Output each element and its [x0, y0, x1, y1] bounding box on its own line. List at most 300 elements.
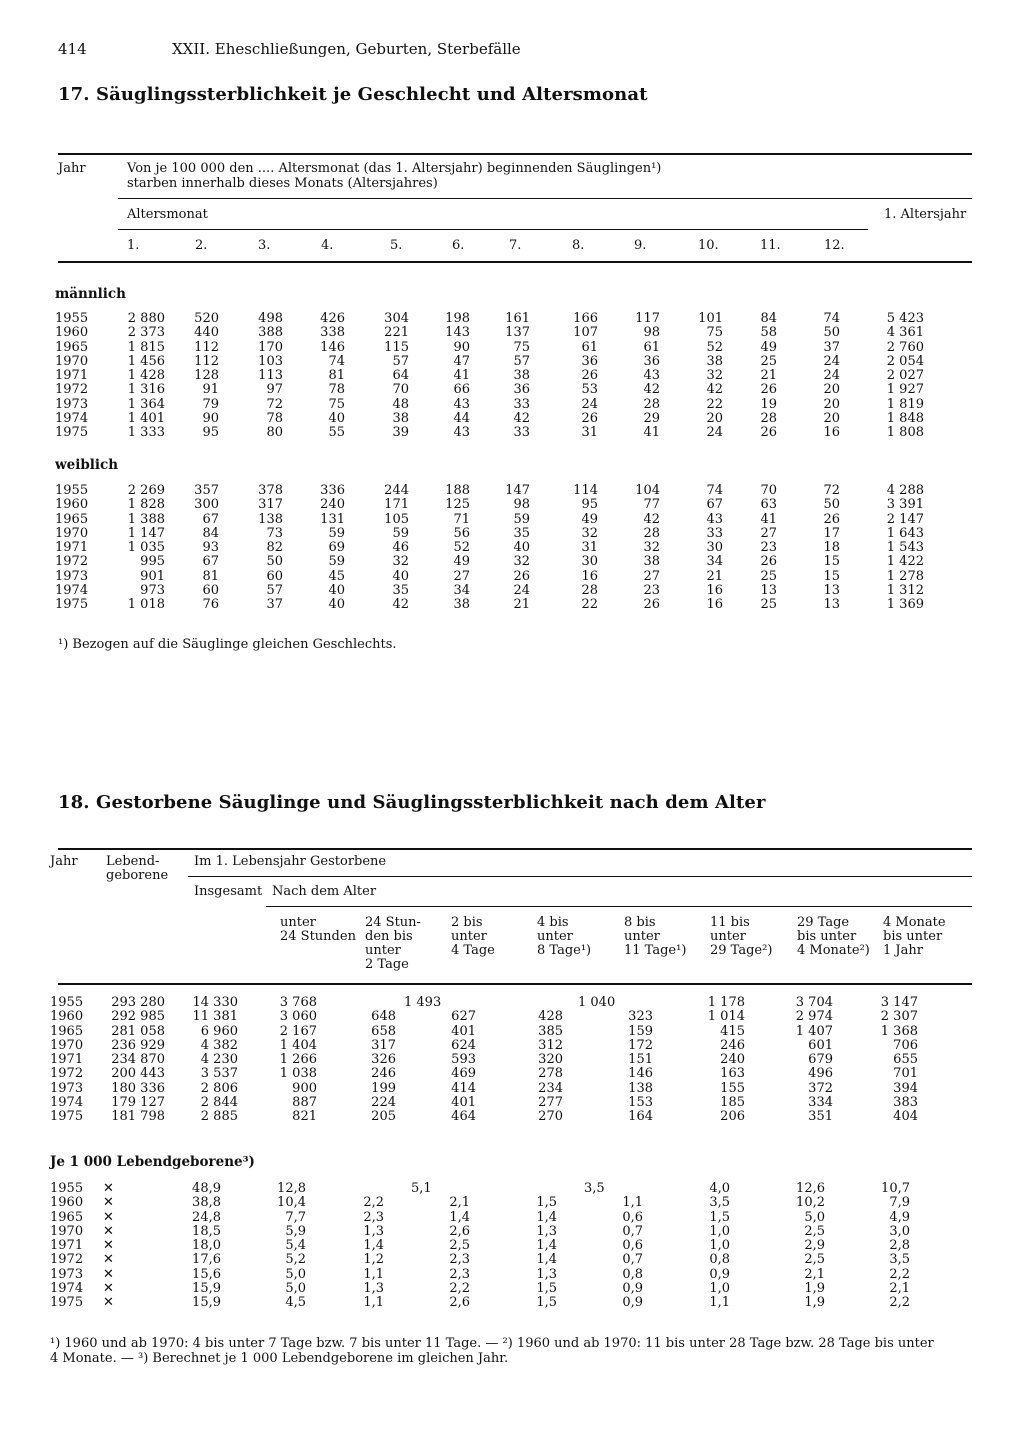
table-cell: 33: [706, 525, 723, 541]
table-cell: 29: [643, 411, 660, 427]
table-cell: 0,6: [622, 1238, 643, 1254]
table-cell: 995: [140, 554, 165, 570]
age-header: 1 Jahr: [883, 943, 923, 958]
table-cell: 2,2: [889, 1295, 910, 1311]
table-cell: 17: [823, 525, 840, 541]
age-header: 2 Tage: [365, 957, 409, 972]
cross-mark-icon: ✕: [103, 1252, 114, 1268]
table-cell: 246: [720, 1037, 745, 1053]
rate-value-column: [410, 1182, 470, 1311]
table-cell: 2 054: [886, 353, 924, 369]
month-header: 5.: [390, 238, 403, 253]
table-cell: 78: [328, 382, 345, 398]
table-cell: 1955: [50, 995, 84, 1010]
female-value-column: [590, 484, 660, 613]
table-cell: 1974: [55, 411, 89, 427]
table-cell: 317: [371, 1037, 396, 1053]
table-cell: 5,0: [285, 1281, 306, 1297]
age-header: 4 Monate: [883, 915, 946, 930]
table-cell: 1 147: [127, 525, 165, 541]
table-cell: 292 985: [111, 1009, 165, 1025]
table-cell: 53: [581, 382, 598, 398]
table-cell: 1,3: [363, 1281, 384, 1297]
table-cell: 171: [384, 497, 409, 513]
table-cell: 81: [202, 568, 219, 584]
merged-value-1955: 1 493: [404, 995, 442, 1010]
table-cell: 40: [513, 540, 530, 556]
table-cell: 93: [202, 540, 219, 556]
table-cell: 312: [538, 1037, 563, 1053]
table-cell: 55: [328, 425, 345, 441]
male-value-column: [528, 312, 598, 441]
age-header: 24 Stunden: [280, 929, 356, 944]
table-cell: 35: [392, 583, 409, 599]
table-cell: 658: [371, 1023, 396, 1039]
rate-value-column: [497, 1182, 557, 1311]
table-cell: 10,4: [277, 1195, 306, 1211]
table-cell: 1 456: [127, 353, 165, 369]
table-cell: 36: [643, 353, 660, 369]
table-cell: 1,1: [709, 1295, 730, 1311]
table-cell: 57: [513, 353, 530, 369]
table-cell: 74: [328, 353, 345, 369]
table-cell: 1975: [50, 1295, 84, 1311]
table-cell: 3,5: [889, 1252, 910, 1268]
table-cell: 25: [760, 568, 777, 584]
table18-rule-2: [188, 876, 972, 877]
table-cell: 2 844: [200, 1095, 238, 1111]
table-cell: 973: [140, 583, 165, 599]
table-cell: 1973: [55, 396, 89, 412]
table-cell: 0,9: [622, 1281, 643, 1297]
table-cell: 1955: [55, 311, 89, 326]
table-cell: 146: [320, 339, 345, 355]
table-cell: 20: [823, 411, 840, 427]
age-header: den bis: [365, 929, 413, 944]
table-cell: 1 316: [127, 382, 165, 398]
table-cell: 1 364: [127, 396, 165, 412]
table18-insgesamt-header: Insgesamt: [194, 884, 263, 899]
table-cell: 2,2: [889, 1266, 910, 1282]
table-cell: 1 407: [795, 1023, 833, 1039]
table-cell: 234: [538, 1080, 563, 1096]
absolute-value-column: [237, 996, 317, 1125]
table-cell: 164: [628, 1109, 653, 1125]
table18-lebend-header-1: Lebend-: [106, 854, 160, 869]
table-cell: 1960: [55, 497, 89, 513]
table-cell: 401: [451, 1023, 476, 1039]
female-value-column: [149, 484, 219, 613]
table-cell: 170: [258, 339, 283, 355]
table-cell: 23: [643, 583, 660, 599]
female-value-column: [213, 484, 283, 613]
table-cell: 246: [371, 1066, 396, 1082]
table-cell: 1975: [55, 597, 89, 613]
table-cell: 2,2: [363, 1195, 384, 1211]
table-cell: 52: [453, 540, 470, 556]
table-cell: 2,3: [449, 1252, 470, 1268]
table-cell: 113: [258, 368, 283, 384]
table-cell: 14 330: [192, 995, 238, 1010]
table-cell: 22: [706, 396, 723, 412]
table17-male-label: männlich: [55, 286, 126, 302]
table-cell: 16: [706, 583, 723, 599]
table-cell: 1 035: [127, 540, 165, 556]
table-cell: 2 373: [127, 325, 165, 341]
table-cell: 1 422: [886, 554, 924, 570]
table-cell: 63: [760, 497, 777, 513]
table-cell: 1972: [50, 1252, 84, 1268]
table-cell: 5 423: [886, 311, 924, 326]
table-cell: 234 870: [111, 1052, 165, 1068]
table-cell: 2,5: [804, 1252, 825, 1268]
table-cell: 326: [371, 1052, 396, 1068]
table-cell: 1970: [55, 525, 89, 541]
table-cell: 25: [760, 597, 777, 613]
table-cell: 101: [698, 311, 723, 326]
female-value-column: [707, 484, 777, 613]
table-cell: 26: [513, 568, 530, 584]
male-value-column: [854, 312, 924, 441]
table-cell: 12,6: [796, 1181, 825, 1196]
table-cell: 49: [581, 511, 598, 527]
table-cell: 32: [513, 554, 530, 570]
table-cell: 137: [505, 325, 530, 341]
table-cell: 351: [808, 1109, 833, 1125]
table-cell: 323: [628, 1009, 653, 1025]
table-cell: 278: [538, 1066, 563, 1082]
table-cell: 0,9: [622, 1295, 643, 1311]
rate-value-column: [670, 1182, 730, 1311]
table-cell: 221: [384, 325, 409, 341]
table-cell: 1,0: [709, 1238, 730, 1254]
table-cell: 38: [392, 411, 409, 427]
table-cell: 105: [384, 511, 409, 527]
table-cell: 1965: [55, 511, 89, 527]
table-cell: 887: [292, 1095, 317, 1111]
age-header: unter: [537, 929, 573, 944]
table-cell: 71: [453, 511, 470, 527]
table-cell: 104: [635, 483, 660, 498]
table-cell: 23: [760, 540, 777, 556]
table-cell: 1,9: [804, 1281, 825, 1297]
table-cell: 498: [258, 311, 283, 326]
table-cell: 1970: [50, 1037, 84, 1053]
table-cell: 112: [194, 353, 219, 369]
table-cell: 27: [453, 568, 470, 584]
table-cell: 179 127: [111, 1095, 165, 1111]
table-cell: 383: [893, 1095, 918, 1111]
table17-top-rule: [58, 153, 972, 155]
table-cell: 394: [893, 1080, 918, 1096]
table-cell: 20: [823, 382, 840, 398]
table-cell: 61: [581, 339, 598, 355]
table-cell: 61: [643, 339, 660, 355]
table-cell: 155: [720, 1080, 745, 1096]
age-header: bis unter: [797, 929, 857, 944]
table-cell: 1,0: [709, 1223, 730, 1239]
table-cell: 43: [706, 511, 723, 527]
table-cell: 1970: [50, 1223, 84, 1239]
male-value-column: [707, 312, 777, 441]
rate-value-column: [583, 1182, 643, 1311]
table-cell: 1 333: [127, 425, 165, 441]
table-cell: 18,5: [192, 1223, 221, 1239]
table-cell: 98: [643, 325, 660, 341]
table-cell: 901: [140, 568, 165, 584]
table-cell: 1,4: [363, 1238, 384, 1254]
table-cell: 60: [202, 583, 219, 599]
male-value-column: [460, 312, 530, 441]
table-cell: 300: [194, 497, 219, 513]
page-number: 414: [58, 40, 87, 58]
table-cell: 4 230: [200, 1052, 238, 1068]
table-cell: 4,9: [889, 1209, 910, 1225]
absolute-value-column: [85, 996, 165, 1125]
table-cell: 2,3: [449, 1266, 470, 1282]
table-cell: 32: [581, 525, 598, 541]
table-cell: 1,3: [536, 1223, 557, 1239]
table-cell: 334: [808, 1095, 833, 1111]
table-cell: 357: [194, 483, 219, 498]
table-cell: 0,9: [709, 1266, 730, 1282]
table-cell: 75: [328, 396, 345, 412]
table-cell: 15,6: [192, 1266, 221, 1282]
table-cell: 593: [451, 1052, 476, 1068]
table-cell: 37: [823, 339, 840, 355]
table18-lebend-header-2: geborene: [106, 868, 169, 883]
table-cell: 49: [760, 339, 777, 355]
absolute-value-column: [665, 996, 745, 1125]
table17-altersjahr-header: 1. Altersjahr: [884, 207, 967, 222]
table-cell: 27: [760, 525, 777, 541]
table-cell: 2,6: [449, 1295, 470, 1311]
table-cell: 75: [513, 339, 530, 355]
table-cell: 469: [451, 1066, 476, 1082]
female-value-column: [528, 484, 598, 613]
table-cell: 28: [643, 525, 660, 541]
table-cell: 64: [392, 368, 409, 384]
female-value-column: [460, 484, 530, 613]
month-header: 11.: [760, 238, 781, 253]
table-cell: 426: [320, 311, 345, 326]
table-cell: 336: [320, 483, 345, 498]
table-cell: 1 401: [127, 411, 165, 427]
table-cell: 40: [328, 583, 345, 599]
table-cell: 1 808: [886, 425, 924, 441]
table-cell: 26: [643, 597, 660, 613]
month-header: 1.: [127, 238, 140, 253]
table-cell: 1 312: [886, 583, 924, 599]
table-cell: 270: [538, 1109, 563, 1125]
table-cell: 91: [202, 382, 219, 398]
table-cell: 1 819: [886, 396, 924, 412]
table-cell: 35: [513, 525, 530, 541]
table-cell: 125: [445, 497, 470, 513]
table-cell: 37: [266, 597, 283, 613]
table-cell: 1,5: [709, 1209, 730, 1225]
table-cell: 3 147: [880, 995, 918, 1010]
table-cell: 32: [392, 554, 409, 570]
female-value-column: [339, 484, 409, 613]
table-cell: 5,9: [285, 1223, 306, 1239]
table-cell: 1974: [50, 1095, 84, 1111]
table-cell: 84: [202, 525, 219, 541]
table-cell: 1960: [50, 1009, 84, 1025]
table-cell: 115: [384, 339, 409, 355]
table-cell: 57: [392, 353, 409, 369]
table-cell: 1,9: [804, 1295, 825, 1311]
table-cell: 159: [628, 1023, 653, 1039]
table-cell: 10,2: [796, 1195, 825, 1211]
table-cell: 4,0: [709, 1181, 730, 1196]
table-cell: 200 443: [111, 1066, 165, 1082]
table-cell: 24: [823, 368, 840, 384]
table-cell: 338: [320, 325, 345, 341]
table-cell: 1971: [50, 1052, 84, 1068]
table-cell: 24: [513, 583, 530, 599]
table-cell: 1975: [55, 425, 89, 441]
age-header: 8 bis: [624, 915, 656, 930]
table-cell: 19: [760, 396, 777, 412]
table-cell: 1975: [50, 1109, 84, 1125]
rate-value-column: [850, 1182, 910, 1311]
table-cell: 188: [445, 483, 470, 498]
table-cell: 2 760: [886, 339, 924, 355]
table-cell: 82: [266, 540, 283, 556]
table-cell: 76: [202, 597, 219, 613]
month-header: 10.: [698, 238, 719, 253]
table-cell: 13: [823, 583, 840, 599]
table-cell: 67: [706, 497, 723, 513]
table-cell: 236 929: [111, 1037, 165, 1053]
table-cell: [324, 1182, 384, 1196]
table-cell: 1 643: [886, 525, 924, 541]
table-cell: 1965: [50, 1209, 84, 1225]
table-cell: 1973: [50, 1080, 84, 1096]
table-cell: 24: [823, 353, 840, 369]
table-cell: 706: [893, 1037, 918, 1053]
table-cell: 31: [581, 425, 598, 441]
table18-title: 18. Gestorbene Säuglinge und Säuglingssterblichkeit nach dem Alter: [58, 792, 766, 813]
table-cell: 43: [453, 425, 470, 441]
table-cell: 821: [292, 1109, 317, 1125]
table-cell: 36: [581, 353, 598, 369]
table-cell: 244: [384, 483, 409, 498]
age-header: unter: [710, 929, 746, 944]
table-cell: 655: [893, 1052, 918, 1068]
male-value-column: [213, 312, 283, 441]
table-cell: 1970: [55, 353, 89, 369]
table18-rate-section-label: Je 1 000 Lebendgeborene³): [50, 1154, 255, 1170]
table-cell: 42: [643, 382, 660, 398]
table-cell: 181 798: [111, 1109, 165, 1125]
table-cell: 1955: [55, 483, 89, 498]
table-cell: 2,1: [449, 1195, 470, 1211]
table-cell: 24: [706, 425, 723, 441]
table-cell: 1965: [55, 339, 89, 355]
age-header: 11 bis: [710, 915, 750, 930]
table17-title: 17. Säuglingssterblichkeit je Geschlecht und Altersmonat: [58, 84, 648, 105]
table-cell: 72: [266, 396, 283, 412]
month-header: 12.: [824, 238, 845, 253]
table-cell: 1973: [55, 568, 89, 584]
table-cell: 1972: [55, 554, 89, 570]
table-cell: 1 404: [279, 1037, 317, 1053]
age-header: unter: [365, 943, 401, 958]
rate-value-column: [765, 1182, 825, 1311]
table-cell: 117: [635, 311, 660, 326]
table-cell: 0,8: [622, 1266, 643, 1282]
table18-footnote-line1: ¹) 1960 und ab 1970: 4 bis unter 7 Tage bzw. 7 bis unter 11 Tage. — ²) 1960 und ab 1970: 11 bis unter 28 Tage bzw. 28 Tage bis unter: [50, 1336, 934, 1351]
table-cell: 41: [643, 425, 660, 441]
table-cell: 44: [453, 411, 470, 427]
table-cell: 21: [760, 368, 777, 384]
table-cell: 1 388: [127, 511, 165, 527]
table-cell: 5,2: [285, 1252, 306, 1268]
table-cell: 4,5: [285, 1295, 306, 1311]
table-cell: 38: [706, 353, 723, 369]
table-cell: 59: [328, 525, 345, 541]
table-cell: 107: [573, 325, 598, 341]
table-cell: 2 880: [127, 311, 165, 326]
table-cell: 80: [266, 425, 283, 441]
table-cell: 6 960: [200, 1023, 238, 1039]
age-header: 8 Tage¹): [537, 943, 592, 958]
age-header: 29 Tage: [797, 915, 850, 930]
table-cell: 114: [573, 483, 598, 498]
table-cell: 20: [706, 411, 723, 427]
rate-value-column: [161, 1182, 221, 1311]
table-cell: 40: [392, 568, 409, 584]
table-cell: 147: [505, 483, 530, 498]
table-cell: 4 288: [886, 483, 924, 498]
table-cell: 900: [292, 1080, 317, 1096]
table-cell: 32: [643, 540, 660, 556]
table-cell: 30: [706, 540, 723, 556]
table18-nachalter-header: Nach dem Alter: [272, 884, 377, 899]
absolute-value-column: [158, 996, 238, 1125]
table-cell: 72: [823, 483, 840, 498]
table-cell: 1,3: [363, 1223, 384, 1239]
table-cell: 2,1: [889, 1281, 910, 1297]
table-cell: 2 307: [880, 1009, 918, 1025]
cross-mark-icon: ✕: [103, 1223, 114, 1239]
table-cell: 3 704: [795, 995, 833, 1010]
table-cell: 5,4: [285, 1238, 306, 1254]
table-cell: 52: [706, 339, 723, 355]
table-cell: 98: [513, 497, 530, 513]
male-value-column: [339, 312, 409, 441]
table-cell: 2 147: [886, 511, 924, 527]
table-cell: 701: [893, 1066, 918, 1082]
age-header: 11 Tage¹): [624, 943, 687, 958]
table-cell: 415: [720, 1023, 745, 1039]
running-head: XXII. Eheschließungen, Geburten, Sterbefälle: [172, 40, 521, 58]
table-cell: 627: [451, 1009, 476, 1025]
table-cell: 2 885: [200, 1109, 238, 1125]
table-cell: 1 278: [886, 568, 924, 584]
table-cell: 79: [202, 396, 219, 412]
table-cell: 2 974: [795, 1009, 833, 1025]
table-cell: 38: [513, 368, 530, 384]
table-cell: 138: [258, 511, 283, 527]
table-cell: 205: [371, 1109, 396, 1125]
table-cell: 95: [581, 497, 598, 513]
month-header: 4.: [321, 238, 334, 253]
table-cell: 440: [194, 325, 219, 341]
table-cell: 1971: [55, 540, 89, 556]
